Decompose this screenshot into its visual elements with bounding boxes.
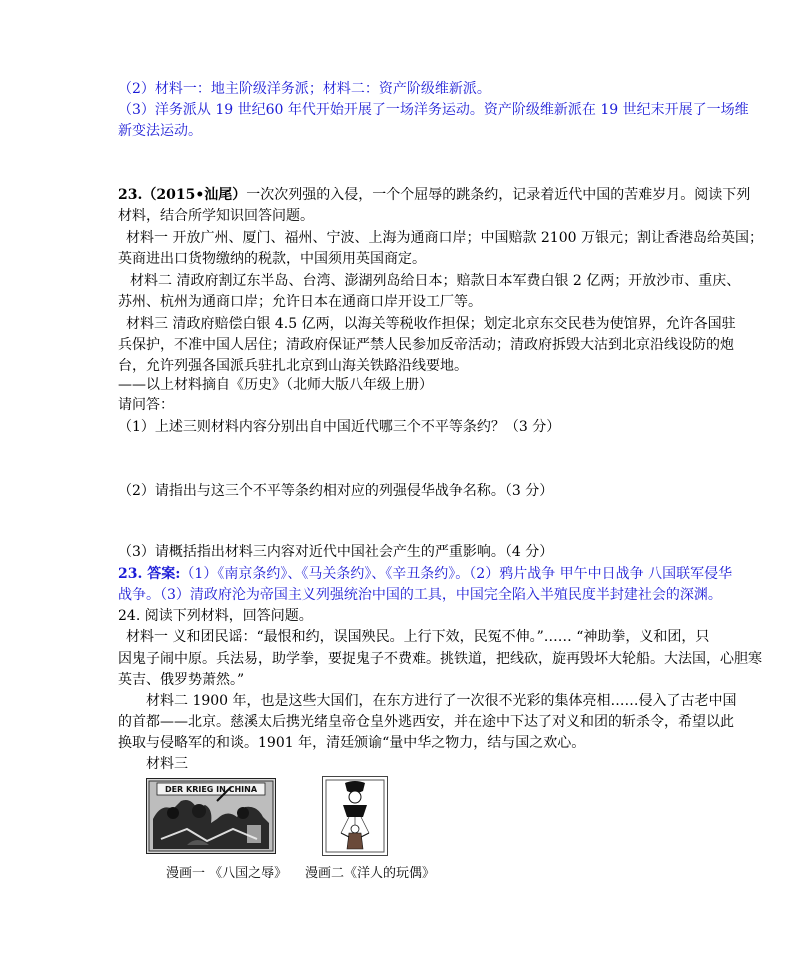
prev-answer-line-3a: （3）洋务派从 19 世纪60 年代开始开展了一场洋务运动。资产阶级维新派在 19 世纪末开展了一场维	[118, 102, 749, 118]
answer23-line-1	[118, 565, 732, 583]
cartoon-2-image	[322, 776, 388, 856]
q24-heading: 24. 阅读下列材料，回答问题。	[118, 608, 313, 624]
prev-answer-line-2: （2）材料一：地主阶级洋务派；材料二：资产阶级维新派。	[118, 81, 491, 97]
cartoon-1-image	[146, 778, 276, 854]
q24-material-2-line-1: 材料二 1900 年，也是这些大国们，在东方进行了一次很不光彩的集体亮相……侵入了古老中国	[146, 693, 737, 709]
q23-ask: 请问答：	[118, 397, 174, 413]
q23-material-1-line-2: 英商进出口货物缴纳的税款，中国须用英国商定。	[118, 251, 426, 267]
q23-intro-line-2: 材料，结合所学知识回答问题。	[118, 208, 314, 224]
q24-material-2-line-2: 的首都——北京。慈溪太后携光绪皇帝仓皇外逃西安，并在途中下达了对义和团的斩杀令，希望以此	[118, 714, 734, 730]
q23-material-3-line-2: 兵保护，不准中国人居住；清政府保证严禁人民参加反帝活动；清政府拆毁大沽到北京沿线设防的炮	[118, 337, 734, 353]
q23-material-3-line-1: 材料三 清政府赔偿白银 4.5 亿两，以海关等税收作担保；划定北京东交民巷为使馆界，允许各国驻	[126, 316, 736, 332]
q24-material-3-label: 材料三	[146, 756, 188, 772]
q24-material-2-line-3: 换取与侵略军的和谈。1901 年，清廷颁谕“量中华之物力，结与国之欢心。	[118, 735, 586, 751]
q23-material-3-line-3: 台，允许列强各国派兵驻扎北京到山海关铁路沿线要地。	[118, 358, 468, 374]
cartoon-1-drawing	[147, 779, 275, 853]
answer23-line-2: 战争。（3）清政府沦为帝国主义列强统治中国的工具，中国完全陷入半殖民度半封建社会的深渊。	[118, 587, 722, 603]
q23-number: 23.（2015•汕尾）	[118, 187, 247, 203]
answer23-label: 23. 答案:	[118, 566, 181, 582]
q23-question-2: （2）请指出与这三个不平等条约相对应的列强侵华战争名称。（3 分）	[118, 483, 554, 499]
q24-material-1-line-1: 材料一 义和团民谣：“最恨和约，误国殃民。上行下效，民冤不伸。”…… “神助拳，义和团，只	[126, 629, 710, 645]
q23-intro-line-1	[118, 186, 750, 204]
cartoon-1-caption: 漫画一 《八国之辱》	[166, 866, 288, 881]
q23-intro-text: 一次次列强的入侵，一个个屈辱的跳条约，记录着近代中国的苦难岁月。阅读下列	[246, 187, 751, 203]
q23-material-2-line-1: 材料二 清政府割辽东半岛、台湾、澎湖列岛给日本；赔款日本军费白银 2 亿两；开放沙市、重庆、	[130, 273, 741, 289]
answer23-text-1: （1）《南京条约》、《马关条约》、《辛丑条约》。（2）鸦片战争 甲午中日战争 八国联军侵华	[180, 566, 733, 582]
cartoon-2-caption: 漫画二《洋人的玩偶》	[305, 866, 436, 881]
cartoon-2-drawing	[323, 777, 387, 855]
q23-question-3: （3）请概括指出材料三内容对近代中国社会产生的严重影响。（4 分）	[118, 544, 554, 560]
cartoon-1-title: DER KRIEG IN CHINA	[164, 785, 258, 794]
q23-question-1: （1）上述三则材料内容分别出自中国近代哪三个不平等条约？（3 分）	[118, 419, 561, 435]
q23-source: ——以上材料摘自《历史》（北师大版八年级上册）	[118, 377, 433, 393]
q24-material-1-line-2: 因鬼子闹中原。兵法易，助学拳，要捉鬼子不费难。挑铁道，把线砍，旋再毁坏大轮船。大法国，心胆寒	[118, 651, 762, 667]
q24-material-1-line-3: 英吉、俄罗势萧然。”	[118, 672, 245, 688]
q23-material-2-line-2: 苏州、杭州为通商口岸；允许日本在通商口岸开设工厂等。	[118, 294, 482, 310]
prev-answer-line-3b: 新变法运动。	[118, 123, 202, 139]
q23-material-1-line-1: 材料一 开放广州、厦门、福州、宁波、上海为通商口岸；中国赔款 2100 万银元；割让香港岛给英国；	[126, 230, 763, 246]
